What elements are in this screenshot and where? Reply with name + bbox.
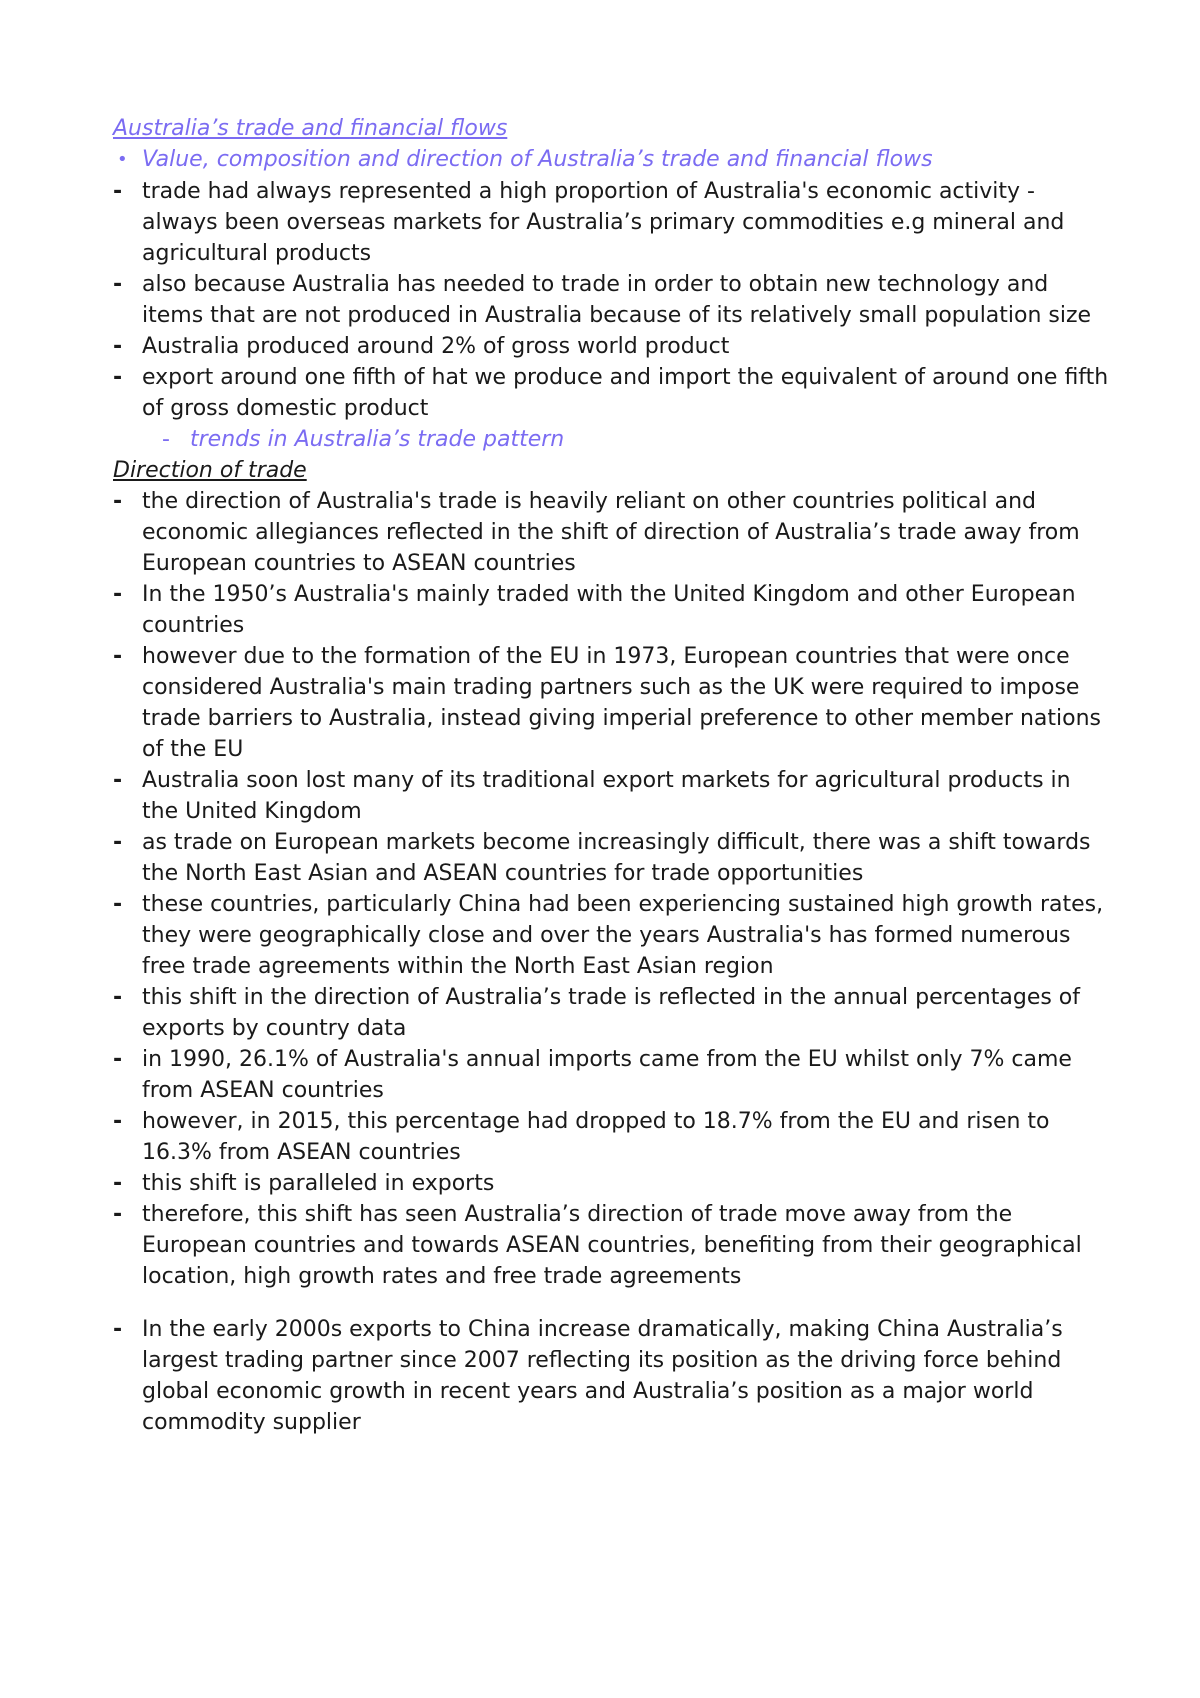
document-title: Australia’s trade and financial flows	[113, 116, 508, 141]
dash-icon: -	[113, 1047, 123, 1072]
list-item-text: this shift is paralleled in exports	[142, 1171, 495, 1196]
list-item-text: these countries, particularly China had been experiencing sustained high growth rates, they were geographically close and over the years Australia's has formed numerous free trade agreements within the North East Asian region	[142, 892, 1104, 979]
dash-icon: -	[113, 1109, 123, 1134]
list-item	[113, 1168, 1113, 1199]
list-item	[113, 641, 1113, 765]
dash-icon: -	[113, 644, 123, 669]
dash-icon: -	[162, 427, 170, 452]
list-item	[113, 1199, 1113, 1292]
list-item	[113, 982, 1113, 1044]
list-item	[113, 486, 1113, 579]
dash-icon: -	[113, 892, 123, 917]
list-item	[113, 331, 1113, 362]
bullet-icon: •	[117, 149, 128, 170]
list-item	[113, 269, 1113, 331]
dash-icon: -	[113, 768, 123, 793]
list-item-text: Australia soon lost many of its traditional export markets for agricultural products in the United Kingdom	[142, 768, 1071, 824]
dash-icon: -	[113, 1317, 123, 1342]
list-item	[113, 827, 1113, 889]
dash-icon: -	[113, 179, 123, 204]
dash-icon: -	[113, 489, 123, 514]
paragraph-spacer	[113, 1292, 1113, 1314]
list-item-text: also because Australia has needed to trade in order to obtain new technology and items that are not produced in Australia because of its relatively small population size	[142, 272, 1092, 328]
list-item	[113, 579, 1113, 641]
list-item-text: the direction of Australia's trade is heavily reliant on other countries political and economic allegiances reflected in the shift of direction of Australia’s trade away from European countries to ASEAN countries	[142, 489, 1080, 576]
dash-icon: -	[113, 582, 123, 607]
list-item-text: export around one fifth of hat we produce and import the equivalent of around one fifth of gross domestic product	[142, 365, 1109, 421]
list-item	[113, 1106, 1113, 1168]
list-item-text: however, in 2015, this percentage had dropped to 18.7% from the EU and risen to 16.3% from ASEAN countries	[142, 1109, 1050, 1165]
dash-icon: -	[113, 985, 123, 1010]
list-item-text: In the 1950’s Australia's mainly traded with the United Kingdom and other European countries	[142, 582, 1076, 638]
topic-bullet	[113, 144, 1113, 176]
list-item-text: this shift in the direction of Australia’s trade is reflected in the annual percentages of exports by country data	[142, 985, 1081, 1041]
document-content	[113, 114, 1113, 1438]
list-item-text: trade had always represented a high proportion of Australia's economic activity - always been overseas markets for Australia’s primary commodities e.g mineral and agricultural products	[142, 179, 1065, 266]
topic-bullet-text: Value, composition and direction of Australia’s trade and financial flows	[142, 147, 933, 172]
dash-icon: -	[113, 272, 123, 297]
dash-icon: -	[113, 1171, 123, 1196]
list-item-text: In the early 2000s exports to China increase dramatically, making China Australia’s largest trading partner since 2007 reflecting its position as the driving force behind global economic growth in recent years and Australia’s position as a major world commodity supplier	[142, 1317, 1063, 1435]
list-item-text: Australia produced around 2% of gross world product	[142, 334, 730, 359]
dash-icon: -	[113, 334, 123, 359]
list-item	[113, 176, 1113, 269]
list-item-text: however due to the formation of the EU in 1973, European countries that were once considered Australia's main trading partners such as the UK were required to impose trade barriers to Australia, instead giving imperial preference to other member nations of the EU	[142, 644, 1101, 762]
list-item	[113, 1314, 1113, 1438]
section-title: Direction of trade	[113, 458, 307, 483]
subheading	[113, 424, 1113, 456]
list-item	[113, 889, 1113, 982]
list-item-text: as trade on European markets become increasingly difficult, there was a shift towards the North East Asian and ASEAN countries for trade opportunities	[142, 830, 1091, 886]
list-item-text: therefore, this shift has seen Australia’s direction of trade move away from the European countries and towards ASEAN countries, benefiting from their geographical location, high growth rates and free trade agreements	[142, 1202, 1082, 1289]
subheading-text: trends in Australia’s trade pattern	[190, 427, 565, 452]
dash-icon: -	[113, 830, 123, 855]
list-item	[113, 362, 1113, 424]
list-item	[113, 765, 1113, 827]
list-item	[113, 1044, 1113, 1106]
list-item-text: in 1990, 26.1% of Australia's annual imports came from the EU whilst only 7% came from ASEAN countries	[142, 1047, 1072, 1103]
dash-icon: -	[113, 1202, 123, 1227]
dash-icon: -	[113, 365, 123, 390]
